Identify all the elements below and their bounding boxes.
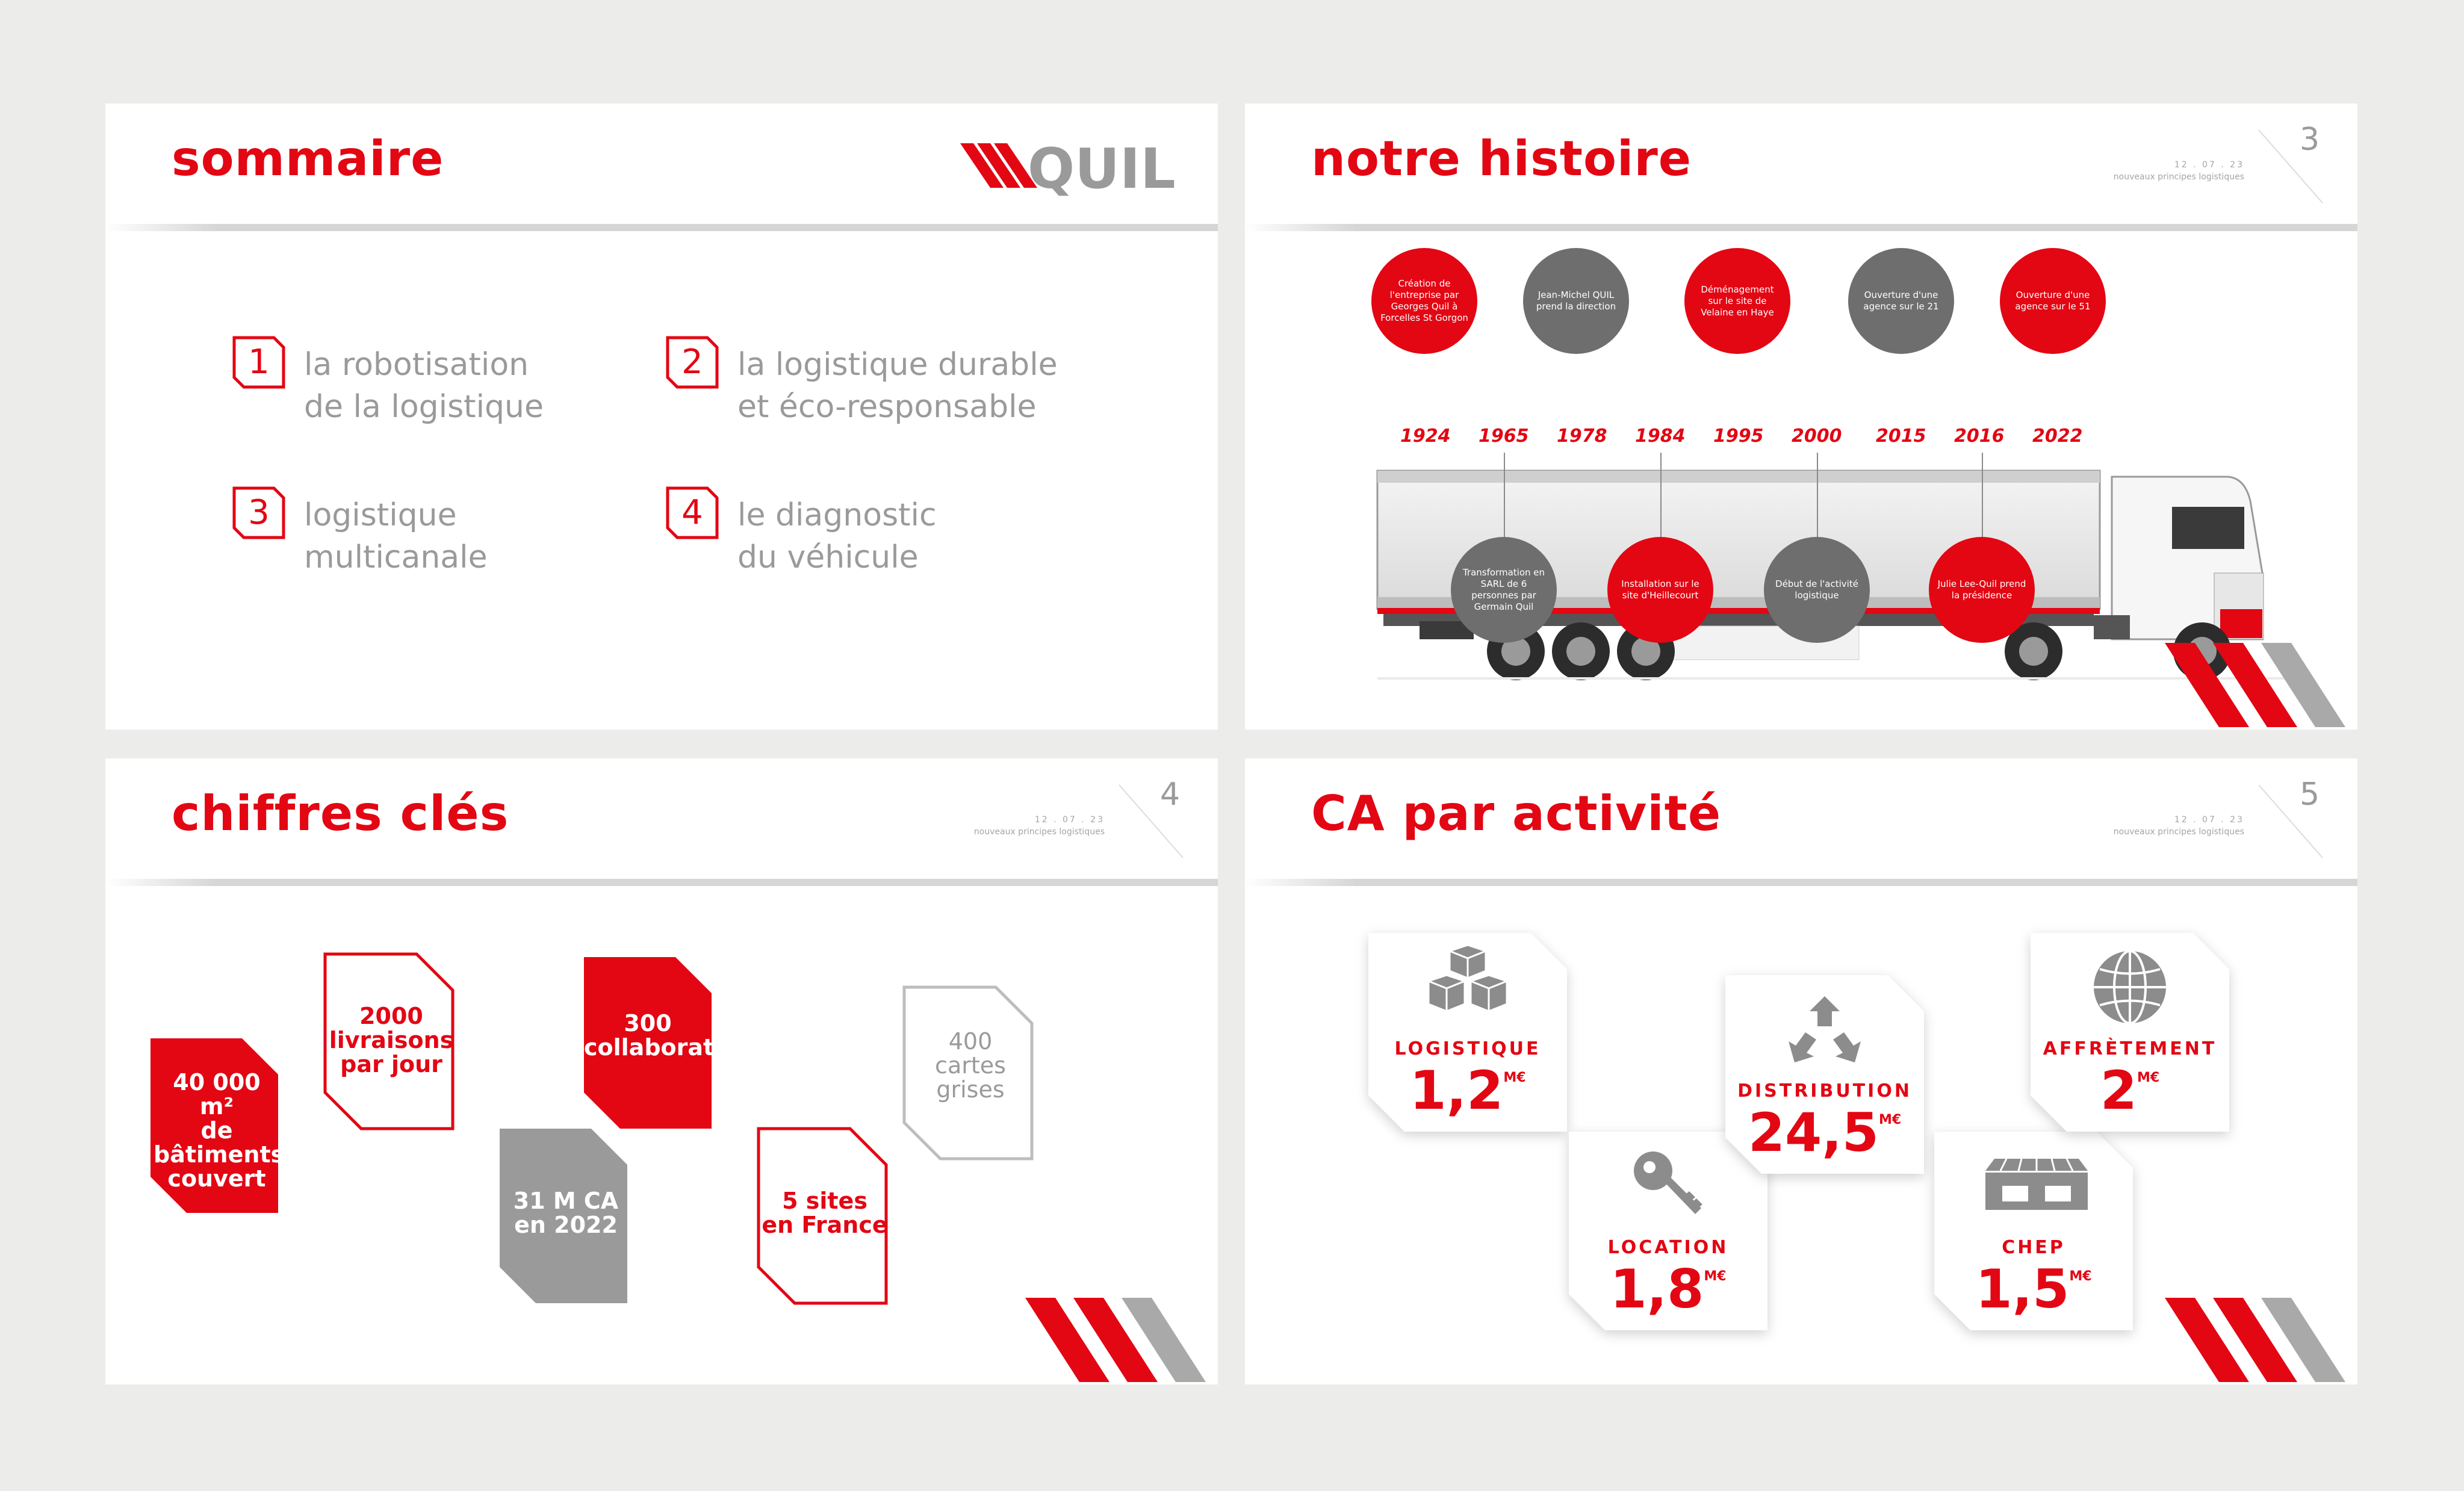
timeline-event-bottom-3: Début de l'activité logistique bbox=[1764, 537, 1870, 643]
sommaire-item-3[interactable] bbox=[232, 486, 653, 594]
stat-collaborateurs: 300 collaborateurs bbox=[584, 1010, 771, 1061]
header-rule bbox=[105, 224, 1218, 231]
slide-title: CA par activité bbox=[1311, 786, 1722, 842]
stat-cartes-grises: 400 cartes grises bbox=[935, 1028, 1006, 1103]
activity-label: AFFRÈTEMENT bbox=[2043, 1038, 2217, 1059]
timeline-event-top-5: Ouverture d'une agence sur le 51 bbox=[2000, 248, 2106, 354]
slide-title: notre histoire bbox=[1311, 131, 1692, 187]
slide-subtitle: nouveaux principes logistiques bbox=[2113, 172, 2244, 182]
activity-value: $1,5^{M€}$ bbox=[1975, 1258, 2092, 1320]
globe-icon bbox=[2088, 945, 2172, 1032]
timeline-connector bbox=[1982, 453, 1983, 537]
timeline-year: 2015 bbox=[1876, 426, 1926, 447]
activity-card-chep[interactable] bbox=[1934, 1132, 2133, 1330]
timeline-year: 1924 bbox=[1400, 426, 1451, 447]
timeline-year: 1984 bbox=[1635, 426, 1686, 447]
activity-label: CHEP bbox=[2002, 1237, 2065, 1258]
activity-card-distribution[interactable] bbox=[1725, 975, 1924, 1174]
activity-value: $1,8^{M€}$ bbox=[1610, 1258, 1727, 1320]
slide-ca-activite bbox=[1245, 758, 2357, 1384]
timeline-event-bottom-2: Installation sur le site d'Heillecourt bbox=[1607, 537, 1713, 643]
slide-date: 12 . 07 . 23 bbox=[2174, 160, 2244, 170]
page-number: 4 bbox=[1160, 776, 1181, 813]
timeline-event-top-4: Ouverture d'une agence sur le 21 bbox=[1848, 248, 1954, 354]
quil-logo bbox=[960, 138, 1189, 199]
brand-stripes bbox=[2165, 1298, 2357, 1384]
number-badge: 4 bbox=[665, 486, 719, 540]
slide-sommaire bbox=[105, 104, 1218, 730]
timeline-event-top-2: Jean-Michel QUIL prend la direction bbox=[1523, 248, 1629, 354]
slide-subtitle: nouveaux principes logistiques bbox=[973, 827, 1105, 837]
number-badge: 3 bbox=[232, 486, 286, 540]
brand-stripes bbox=[2165, 643, 2357, 730]
slide-histoire bbox=[1245, 104, 2357, 730]
timeline-year: 2022 bbox=[2032, 426, 2083, 447]
sommaire-item-4[interactable] bbox=[665, 486, 1087, 594]
activity-label: DISTRIBUTION bbox=[1737, 1080, 1912, 1102]
page-number: 5 bbox=[2300, 776, 2320, 813]
activity-value: $2^{M€}$ bbox=[2100, 1059, 2160, 1121]
slide-title: chiffres clés bbox=[172, 786, 509, 842]
sommaire-item-label: le diagnostic du véhicule bbox=[737, 497, 937, 575]
slide-meta bbox=[2112, 814, 2244, 838]
recycle-arrows-icon bbox=[1783, 990, 1867, 1077]
stat-sites: 5 sites en France bbox=[762, 1188, 888, 1238]
timeline-year: 1995 bbox=[1713, 426, 1764, 447]
timeline-connector bbox=[1660, 453, 1662, 537]
slide-date: 12 . 07 . 23 bbox=[1034, 815, 1105, 825]
slide-chiffres bbox=[105, 758, 1218, 1384]
timeline-event-bottom-4: Julie Lee-Quil prend la présidence bbox=[1929, 537, 2035, 643]
boxes-icon bbox=[1423, 945, 1513, 1032]
pallet-icon bbox=[1976, 1156, 2091, 1224]
timeline-year: 1978 bbox=[1557, 426, 1607, 447]
activity-card-logistique[interactable] bbox=[1368, 933, 1567, 1132]
activity-card-affretement[interactable] bbox=[2031, 933, 2229, 1132]
activity-value: $1,2^{M€}$ bbox=[1409, 1059, 1526, 1121]
sommaire-item-label: la robotisation de la logistique bbox=[304, 347, 544, 425]
activity-label: LOGISTIQUE bbox=[1394, 1038, 1541, 1059]
svg-text:QUIL: QUIL bbox=[1028, 138, 1176, 199]
stat-ca: 31 M CA en 2022 bbox=[513, 1188, 619, 1238]
header-rule bbox=[1245, 879, 2357, 886]
activity-value: $24,5^{M€}$ bbox=[1748, 1102, 1902, 1164]
slide-meta bbox=[2112, 159, 2244, 183]
header-rule bbox=[1245, 224, 2357, 231]
number-badge: 1 bbox=[232, 335, 286, 389]
timeline-year: 2016 bbox=[1954, 426, 2005, 447]
sommaire-item-1[interactable] bbox=[232, 335, 653, 444]
brand-stripes bbox=[1025, 1298, 1218, 1384]
timeline-year: 2000 bbox=[1792, 426, 1842, 447]
timeline-event-bottom-1: Transformation en SARL de 6 personnes par Germain Quil bbox=[1451, 537, 1557, 643]
sommaire-item-label: la logistique durable et éco-responsable bbox=[737, 347, 1058, 425]
key-icon bbox=[1629, 1147, 1707, 1227]
activity-label: LOCATION bbox=[1607, 1237, 1729, 1258]
sommaire-item-2[interactable] bbox=[665, 335, 1087, 444]
sommaire-item-label: logistique multicanale bbox=[304, 497, 488, 575]
stat-surface: 40 000 m² de bâtiments couvert bbox=[154, 1069, 285, 1192]
timeline-connector bbox=[1504, 453, 1505, 537]
slide-date: 12 . 07 . 23 bbox=[2174, 815, 2244, 825]
timeline-event-top-1: Création de l'entreprise par Georges Quil à Forcelles St Gorgon bbox=[1371, 248, 1477, 354]
timeline-year: 1965 bbox=[1479, 426, 1529, 447]
number-badge: 2 bbox=[665, 335, 719, 389]
timeline-event-top-3: Déménagement sur le site de Velaine en Haye bbox=[1684, 248, 1790, 354]
timeline-connector bbox=[1817, 453, 1818, 537]
slide-title: sommaire bbox=[172, 131, 444, 187]
stat-livraisons: 2000 livraisons par jour bbox=[329, 1003, 454, 1077]
page-number: 3 bbox=[2300, 122, 2320, 158]
slide-subtitle: nouveaux principes logistiques bbox=[2113, 827, 2244, 837]
